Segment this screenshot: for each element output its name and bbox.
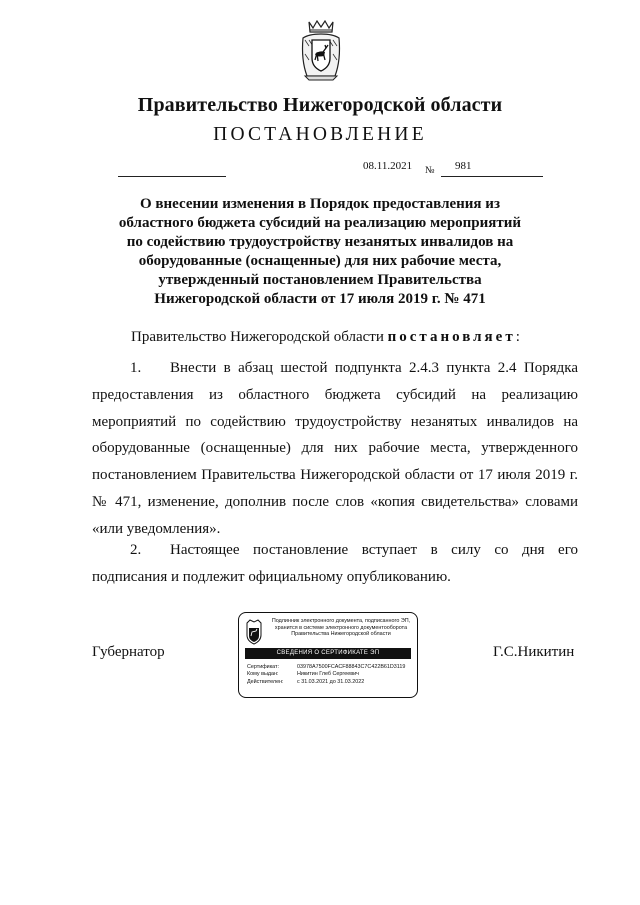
stamp-row-key: Действителен: (247, 678, 284, 685)
number-underline (441, 176, 543, 177)
paragraph-number: 1. (130, 360, 142, 376)
signer-name: Г.С.Никитин (493, 644, 575, 660)
stamp-header-line: хранится в системе электронного документооборота (274, 624, 408, 631)
stamp-certificate-details (247, 664, 405, 686)
region-emblem-icon (245, 619, 263, 645)
document-subject: О внесении изменения в Порядок предоставления из областного бюджета субсидий на реализацию мероприятий по содействию трудоустройству незанятых инвалидов на оборудованные (оснащенные) для них рабочие места, утвержденный постановлением Правительства Нижегородской области от 17 июля 2019 г. № 471 (118, 196, 522, 307)
paragraph-text: Настоящее постановление вступает в силу со дня его подписания и подлежит официальному опубликованию. (92, 542, 578, 585)
preamble (131, 329, 520, 346)
document-type: ПОСТАНОВЛЕНИЕ (213, 124, 427, 145)
preamble-tail: : (515, 329, 520, 345)
stamp-header-line: Правительства Нижегородской области (291, 631, 391, 638)
coat-of-arms-icon (299, 20, 343, 82)
stamp-row-key: Кому выдан: (247, 671, 279, 678)
registration-date: 08.11.2021 (363, 160, 413, 172)
preamble-resolves: постановляет (387, 329, 516, 345)
paragraph-number: 2. (130, 542, 142, 558)
stamp-row-valid (247, 679, 405, 686)
stamp-certificate-bar: СВЕДЕНИЯ О СЕРТИФИКАТЕ ЭП (245, 648, 411, 659)
stamp-header (269, 618, 413, 638)
stamp-row-key: Сертификат: (247, 664, 280, 670)
date-blank-line (118, 176, 226, 177)
number-sign: № (425, 165, 435, 176)
stamp-header-line: Подлинник электронного документа, подписанного ЭП, (271, 618, 411, 624)
paragraph-text: Внести в абзац шестой подпункта 2.4.3 пункта 2.4 Порядка предоставления из областного бюджета субсидий на реализацию мероприятий по содействию трудоустройству незанятых инвалидов на оборудованные (оснащенные) для них рабочие места, утвержденного постановлением Правительства Нижегородской области от 17 июля 2019 г. № 471, изменение, дополнив после слов «копия свидетельства» словами «или уведомления». (92, 360, 578, 537)
signer-title: Губернатор (92, 644, 165, 660)
stamp-row-value: 03978A7500FCACF88843C7C422B61D3119 (297, 664, 406, 670)
stamp-row-value: Никитин Глеб Сергеевич (297, 671, 359, 678)
stamp-row-value: с 31.03.2021 до 31.03.2022 (297, 678, 365, 685)
preamble-lead: Правительство Нижегородской области (131, 329, 388, 345)
registration-number: 981 (455, 160, 472, 172)
electronic-signature-stamp (238, 612, 418, 698)
paragraph-1 (92, 355, 578, 543)
org-title: Правительство Нижегородской области (137, 94, 503, 116)
stamp-row-certificate (247, 664, 405, 671)
stamp-row-issued-to (247, 671, 405, 678)
paragraph-2 (92, 537, 578, 591)
